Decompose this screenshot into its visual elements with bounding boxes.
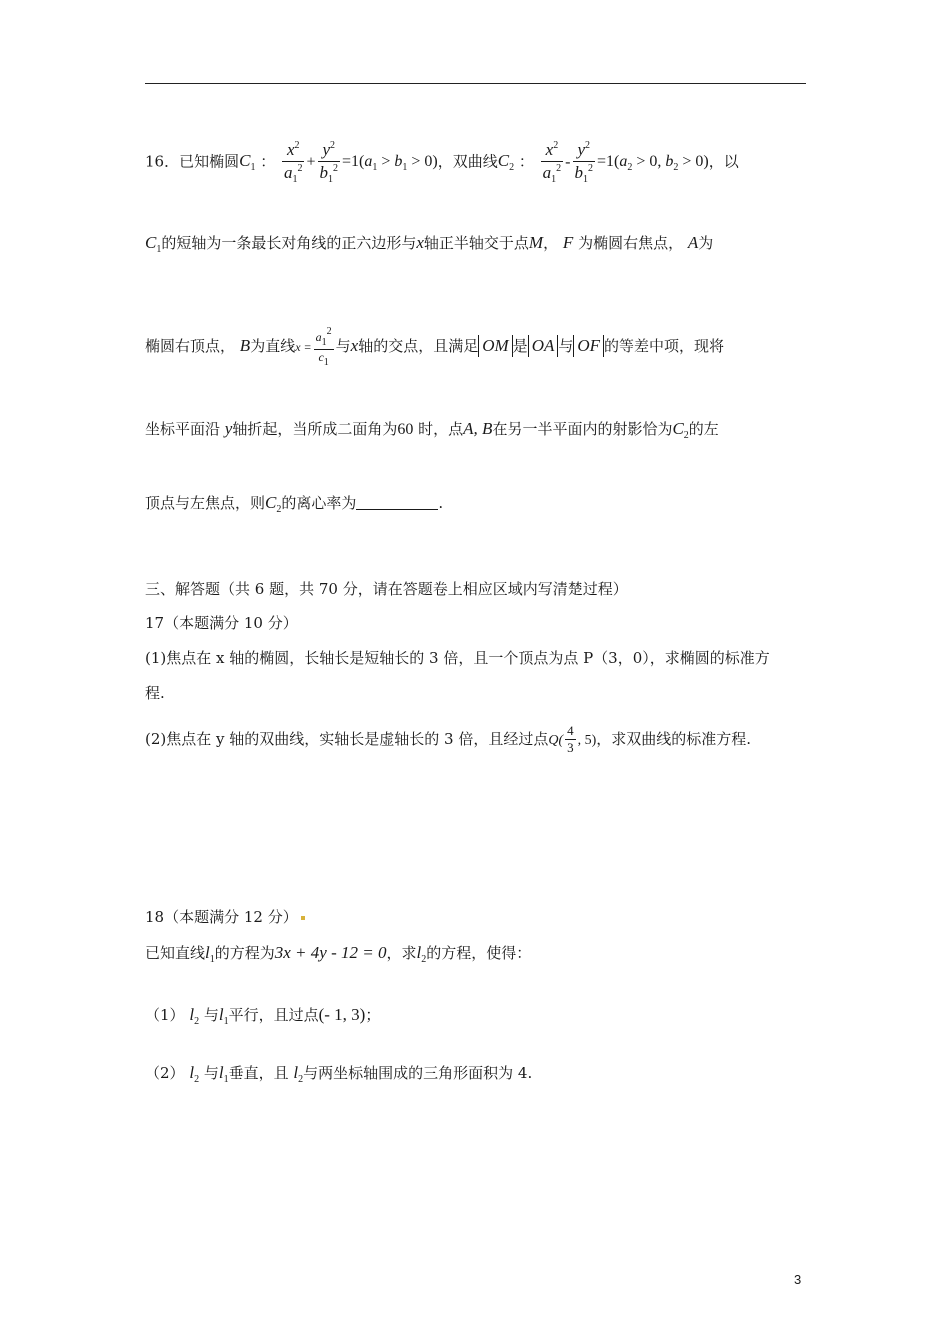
math-c2: $C_2$: [672, 419, 689, 441]
q18-sub1: （1） $l_2$ 与$l_1$平行，且过点(- 1, 3)；: [145, 1005, 381, 1027]
math-x: x: [350, 336, 359, 355]
math-frac-y2-b1b: $\frac{y^2}{b_1^2}$: [574, 140, 593, 185]
q16-label: 16．已知椭圆: [145, 152, 240, 171]
math-l2: $l_2$: [293, 1063, 304, 1085]
math-l1: $l_1$: [218, 1005, 229, 1027]
math-b: B: [239, 336, 251, 355]
q17-header: 17（本题满分 10 分）: [145, 614, 298, 632]
q16-line-4: 坐标平面沿 y轴折起，当所成二面角为60 时，点A, B在另一半平面内的射影恰为$C_2$的左: [145, 419, 719, 441]
q18-sub2: （2） $l_2$ 与$l_1$垂直，且 $l_2$与两坐标轴围成的三角形面积为 4.: [145, 1063, 533, 1085]
math-l1: $l_1$: [205, 943, 215, 965]
math-a: A: [687, 233, 699, 252]
math-l2: $l_2$: [189, 1005, 200, 1027]
math-l2: $l_2$: [416, 943, 427, 965]
math-y: y: [224, 419, 233, 438]
math-abs-oa: OA: [528, 335, 559, 357]
math-line-x: x =: [295, 340, 312, 354]
math-m: M: [528, 233, 544, 252]
math-frac-a1-c1: $\frac{a_1^2}{c_1}$: [315, 326, 332, 368]
q16-line-5: 顶点与左焦点，则$C_2$的离心率为 .: [145, 493, 444, 515]
marker-dot: [301, 916, 305, 920]
section-3-heading: 三、解答题（共 6 题，共 70 分，请在答题卷上相应区域内写清楚过程）: [145, 580, 628, 598]
q17-part2: (2)焦点在 y 轴的双曲线，实轴长是虚轴长的 3 倍，且经过点Q( $\frac{4}{3}$ , 5)，求双曲线的标准方程.: [145, 723, 752, 756]
q16-line-2: $C_1$的短轴为一条最长对角线的正六边形与x轴正半轴交于点M， F 为椭圆右焦点， A为: [145, 233, 714, 255]
math-abs-of: OF: [573, 335, 604, 357]
math-ab: A, B: [463, 419, 493, 438]
q17-part1-line2: 程.: [145, 684, 165, 702]
math-c1: $C_1$: [239, 151, 256, 174]
answer-blank: [356, 495, 438, 510]
math-frac-y2-b1: $\frac{y^2}{b_1^2}$: [319, 140, 339, 185]
math-f: F: [562, 233, 574, 252]
q18-intro: 已知直线$l_1$的方程为3x + 4y - 12 = 0，求$l_2$的方程，使得：: [145, 943, 532, 965]
math-l2: $l_2$: [189, 1063, 200, 1085]
math-l1: $l_1$: [218, 1063, 229, 1085]
q16-line-3: 椭圆右顶点， B为直线x = $\frac{a_1^2}{c_1}$ 与x轴的交点，且满足 OM 是 OA 与 OF 的等差中项，现将: [145, 326, 725, 368]
math-line-eq: 3x + 4y - 12 = 0: [274, 943, 387, 962]
page-number: 3: [794, 1272, 802, 1287]
math-point-q: Q(: [548, 732, 564, 748]
math-point: (- 1, 3): [318, 1005, 366, 1024]
math-frac-x2-a1b: $\frac{x^2}{a_1^2}$: [542, 140, 562, 185]
header-rule: [145, 83, 806, 84]
math-frac-x2-a1: $\frac{x^2}{a_1^2}$: [283, 140, 303, 185]
math-c2: $C_2$: [265, 493, 282, 515]
q17-part1-line1: (1)焦点在 x 轴的椭圆，长轴长是短轴长的 3 倍，且一个顶点为点 P（3，0），求椭圆的标准方: [145, 649, 770, 667]
q18-header: 18（本题满分 12 分）: [145, 906, 810, 928]
math-60: 60: [397, 421, 414, 438]
math-frac-4-3: $\frac{4}{3}$: [567, 723, 574, 756]
q16-line-1: 16．已知椭圆$C_1$ ： $\frac{x^2}{a_1^2}$ + $\frac{y^2}{b_1^2}$ $=1(a_1 > b_1 > 0)$，双曲线$C_2$ ： $\frac{x^2}{a_1^2}$ - $\frac{y^2}{b_1^2}$ $=1(a_2 > 0$, $b_2 > 0$)，以: [145, 140, 739, 185]
math-c1: $C_1$: [145, 233, 162, 255]
math-c2: $C_2$: [497, 151, 515, 174]
math-abs-om: OM: [478, 335, 512, 357]
math-x: x: [416, 233, 424, 252]
